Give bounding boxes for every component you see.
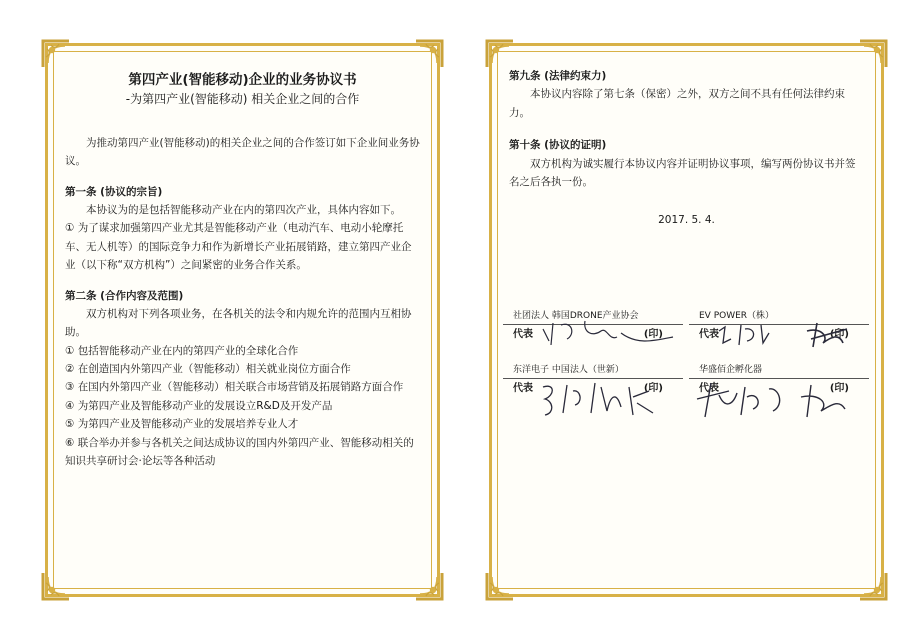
article-2-item-2: ② 在创造国内外第四产业（智能移动）相关就业岗位方面合作 <box>65 363 351 376</box>
seal-mark: (印) <box>829 382 849 394</box>
article-10-body: 双方机构为诚实履行本协议内容并证明协议事项，编写两份协议书并签名之后各执一份。 <box>509 157 856 188</box>
article-1-body: 本协议为的是包括智能移动产业在内的第四次产业，具体内容如下。 <box>86 204 401 217</box>
corner-ornament-icon <box>485 39 515 69</box>
article-2-item-3: ③ 在国内外第四产业（智能移动）相关联合市场营销及拓展销路方面合作 <box>65 381 404 394</box>
document-subtitle: -为第四产业(智能移动) 相关企业之间的合作 <box>125 91 360 106</box>
article-1-item: ① 为了谋求加强第四产业尤其是智能移动产业（电动汽车、电动小轮摩托车、无人机等）的国际竞争力和作为新增长产业拓展销路，建立第四产业企业（以下称“双方机构”）之间紧密的业务合作关系。 <box>65 222 412 272</box>
corner-ornament-icon <box>858 571 888 601</box>
right-page-content <box>509 67 864 240</box>
agreement-page-right <box>489 43 884 597</box>
signing-date: 2017. 5. 4. <box>658 214 715 227</box>
article-10-title: 第十条 (协议的证明) <box>509 139 607 152</box>
signature-block-1 <box>503 311 683 340</box>
signatory-org: 东洋电子 中国法人（世新） <box>513 365 624 375</box>
signatory-org: 社团法人 韩国DRONE产业协会 <box>513 311 639 321</box>
article-2-item-5: ⑤ 为第四产业及智能移动产业的发展培养专业人才 <box>65 418 299 431</box>
signature-block-2 <box>689 311 869 340</box>
seal-mark: (印) <box>829 328 849 340</box>
representative-label: 代表 <box>513 382 533 394</box>
signature-block-4 <box>689 365 869 394</box>
representative-label: 代表 <box>699 382 719 394</box>
corner-ornament-icon <box>485 571 515 601</box>
document-title: 第四产业(智能移动)企业的业务协议书 <box>128 72 357 88</box>
seal-mark: (印) <box>643 382 663 394</box>
corner-ornament-icon <box>414 571 444 601</box>
agreement-page-left <box>45 43 440 597</box>
article-2-item-1: ① 包括智能移动产业在内的第四产业的全球化合作 <box>65 344 299 357</box>
corner-ornament-icon <box>858 39 888 69</box>
article-2-body: 双方机构对下列各项业务，在各机关的法令和内规允许的范围内互相协助。 <box>65 307 412 339</box>
corner-ornament-icon <box>41 571 71 601</box>
article-2-item-6: ⑥ 联合举办并参与各机关之间达成协议的国内外第四产业、智能移动相关的知识共享研讨会·论坛等各种活动 <box>65 436 414 467</box>
signature-block-3 <box>503 365 683 394</box>
article-2-title: 第二条 (合作内容及范围) <box>65 289 184 302</box>
article-1-title: 第一条 (协议的宗旨) <box>65 185 163 198</box>
representative-label: 代表 <box>699 328 719 340</box>
left-page-content <box>65 71 420 470</box>
article-9-body: 本协议内容除了第七条（保密）之外，双方之间不具有任何法律约束力。 <box>509 88 845 119</box>
signatory-org: 华盛佰企孵化器 <box>699 365 763 375</box>
corner-ornament-icon <box>414 39 444 69</box>
intro-paragraph: 为推动第四产业(智能移动)的相关企业之间的合作签订如下企业间业务协议。 <box>65 136 420 168</box>
representative-label: 代表 <box>513 328 533 340</box>
seal-mark: (印) <box>643 328 663 340</box>
signatory-org: EV POWER（株） <box>699 311 775 321</box>
article-2-item-4: ④ 为第四产业及智能移动产业的发展设立R&D及开发产品 <box>65 399 333 412</box>
corner-ornament-icon <box>41 39 71 69</box>
article-9-title: 第九条 (法律约束力) <box>509 70 607 82</box>
